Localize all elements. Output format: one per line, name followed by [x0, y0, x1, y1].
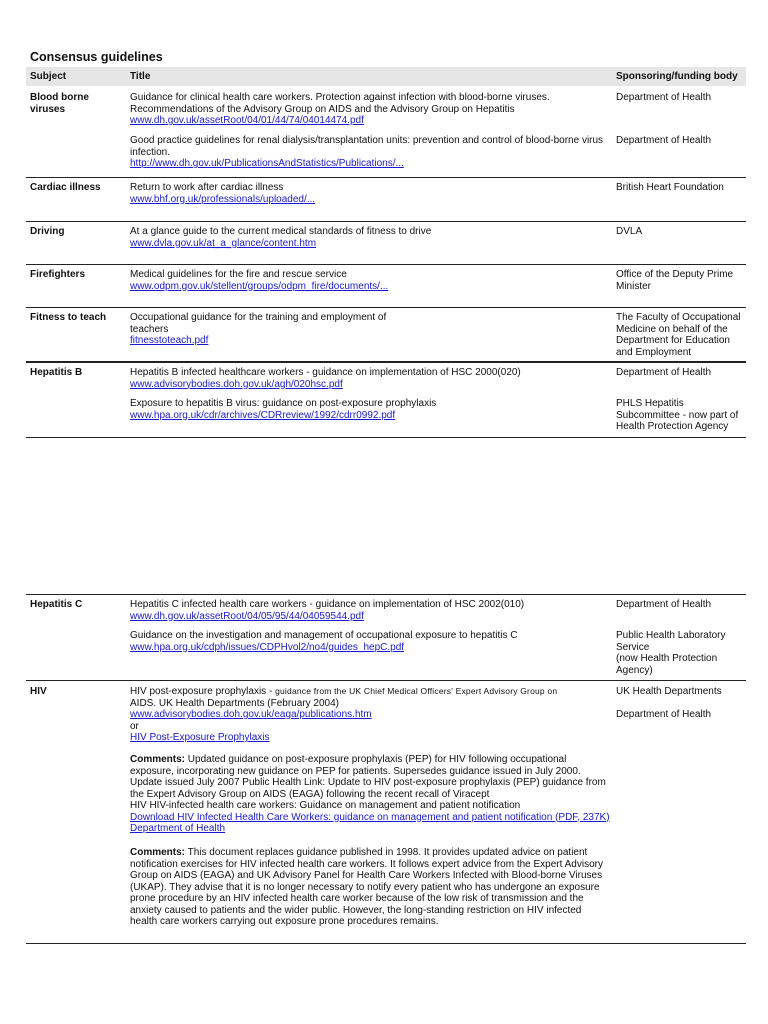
entry-link[interactable]: www.hpa.org.uk/cdph/issues/CDPHvol2/no4/guides_hepC.pdf [130, 641, 405, 653]
entry-hepb-1 [130, 367, 610, 390]
sponsor: Department of Health [616, 367, 712, 378]
sponsor [616, 630, 741, 676]
sponsor-line: (now Health Protection Agency) [616, 653, 718, 676]
entry-link[interactable]: HIV Post-Exposure Prophylaxis [130, 732, 270, 743]
subject-cardiac: Cardiac illness [30, 182, 101, 193]
entry-text [130, 686, 610, 698]
row-divider [26, 221, 746, 222]
comment-label: Comments: [130, 754, 186, 765]
row-divider [26, 307, 746, 308]
entry-hepc-2 [130, 630, 610, 653]
entry-hepb-2 [130, 398, 610, 421]
entry-link[interactable]: www.bhf.org.uk/professionals/uploaded/... [130, 193, 316, 205]
comment-text [130, 754, 610, 800]
subject-blood-borne: Blood borne viruses [30, 92, 89, 115]
entry-link[interactable]: www.dh.gov.uk/assetRoot/04/01/44/74/04014474.pdf [130, 115, 364, 126]
entry-text: Hepatitis B infected healthcare workers - guidance on implementation of HSC 2000(020) [130, 367, 521, 378]
row-divider [26, 177, 746, 178]
download-link[interactable]: Download HIV Infected Health Care Workers: guidance on management and patient notification (PDF, 237K) Department of Health [130, 811, 610, 834]
sponsor: UK Health Departments [616, 686, 722, 697]
entry-driving [130, 226, 610, 249]
table-header [26, 67, 746, 86]
sponsor: Department of Health [616, 92, 712, 103]
comment-body: This document replaces guidance published in 1998. It provides updated advice on patient notification exercises for HIV infected health care workers. It follows expert advice from the Expert Advisory Group on AIDS (EAGA) and UK Advisory Panel for Health Care Workers Infected with Blood-borne Viruses (UKAP). They advise that it is no longer necessary to notify every patient who has undergone an exposure prone procedure by an HIV infected health care worker because of the low risk of transmission and the anxiety caused to patients and the wider public. However, the long-standing restriction on HIV infected health care workers carrying out exposure prone procedures remains. [130, 847, 603, 927]
sponsor-line: Public Health Laboratory Service [616, 630, 726, 653]
comment-2 [130, 847, 610, 928]
entry-link[interactable]: www.advisorybodies.doh.gov.uk/agh/020hsc.pdf [130, 378, 343, 390]
entry-teach [130, 312, 400, 347]
entry-fire [130, 269, 610, 292]
entry-link[interactable]: www.advisorybodies.doh.gov.uk/eaga/publications.htm [130, 709, 372, 720]
subject-firefighters: Firefighters [30, 269, 86, 280]
comment-text [130, 847, 610, 928]
entry-text-main: HIV post-exposure prophylaxis - [130, 686, 276, 697]
entry-bbv-1 [130, 92, 610, 127]
row-divider [26, 361, 746, 363]
sponsor: Department of Health [616, 599, 712, 610]
subject-hepatitis-c: Hepatitis C [30, 599, 83, 610]
entry-link[interactable]: fitnesstoteach.pdf [130, 335, 209, 346]
entry-text-small: guidance from the UK Chief Medical Officers' Expert Advisory Group on [275, 686, 558, 696]
subject-hepatitis-b: Hepatitis B [30, 367, 83, 378]
entry-cardiac [130, 182, 610, 205]
or-text: or [130, 720, 139, 732]
entry-text: Occupational guidance for the training and employment of teachers [130, 312, 387, 335]
header-subject: Subject [30, 71, 67, 82]
row-divider [26, 594, 746, 595]
subject-hiv: HIV [30, 686, 47, 697]
entry-text: Exposure to hepatitis B virus: guidance on post-exposure prophylaxis [130, 398, 437, 409]
row-divider [26, 437, 746, 438]
entry-link[interactable]: www.dh.gov.uk/assetRoot/04/05/95/44/04059544.pdf [130, 610, 364, 622]
comment-1 [130, 754, 610, 835]
header-body: Sponsoring/funding body [616, 71, 738, 82]
entry-link[interactable]: www.hpa.org.uk/cdr/archives/CDRreview/1992/cdrr0992.pdf [130, 409, 396, 421]
entry-text: AIDS. UK Health Departments (February 2004) [130, 697, 339, 709]
row-divider [26, 680, 746, 681]
entry-text: At a glance guide to the current medical standards of fitness to drive [130, 226, 432, 237]
entry-link[interactable]: www.dvla.gov.uk/at_a_glance/content.htm [130, 237, 317, 249]
subject-teach: Fitness to teach [30, 312, 107, 323]
sponsor: DVLA [616, 226, 643, 237]
entry-text: Guidance for clinical health care workers. Protection against infection with blood-borne viruses. Recommendations of the Advisory Group on AIDS and the Advisory Group on Hepatitis [130, 92, 550, 115]
header-title: Title [130, 71, 151, 82]
entry-bbv-2 [130, 135, 610, 170]
page-title: Consensus guidelines [30, 50, 163, 64]
entry-link[interactable]: www.odpm.gov.uk/stellent/groups/odpm_fire/documents/... [130, 280, 389, 292]
sponsor: Department of Health [616, 709, 712, 720]
sponsor: Office of the Deputy Prime Minister [616, 269, 734, 292]
entry-text: Hepatitis C infected health care workers - guidance on implementation of HSC 2002(010) [130, 599, 525, 610]
entry-hiv-1 [130, 686, 610, 744]
sponsor: The Faculty of Occupational Medicine on behalf of the Department for Education and Employment [616, 312, 741, 358]
sponsor: British Heart Foundation [616, 182, 724, 193]
row-divider [26, 264, 746, 265]
sponsor: Department of Health [616, 135, 712, 146]
sponsor: PHLS Hepatitis Subcommittee - now part of Health Protection Agency [616, 398, 739, 432]
entry-text: Medical guidelines for the fire and rescue service [130, 269, 347, 280]
entry-link[interactable]: http://www.dh.gov.uk/PublicationsAndStatistics/Publications/... [130, 158, 404, 169]
row-divider [26, 943, 746, 944]
subject-driving: Driving [30, 226, 65, 237]
entry-text: Return to work after cardiac illness [130, 182, 284, 193]
entry-text: Good practice guidelines for renal dialysis/transplantation units: prevention and control of blood-borne virus infection. [130, 135, 604, 158]
entry-hepc-1 [130, 599, 610, 622]
comment-body: Updated guidance on post-exposure prophylaxis (PEP) for HIV following occupational exposure, incorporating new guidance on PEP for patients. Supersedes guidance issued in July 2000. Update issued July 2007 Public Health Link: Update to HIV post-exposure prophylaxis (PEP) guidance from the Expert Advisory Group on AIDS (EAGA) following the recent recall of Viracept [130, 754, 606, 800]
entry-text: Guidance on the investigation and management of occupational exposure to hepatitis C [130, 630, 518, 641]
comment-line: HIV HIV-infected health care workers: Guidance on management and patient notification [130, 800, 521, 811]
comment-label: Comments: [130, 847, 186, 858]
